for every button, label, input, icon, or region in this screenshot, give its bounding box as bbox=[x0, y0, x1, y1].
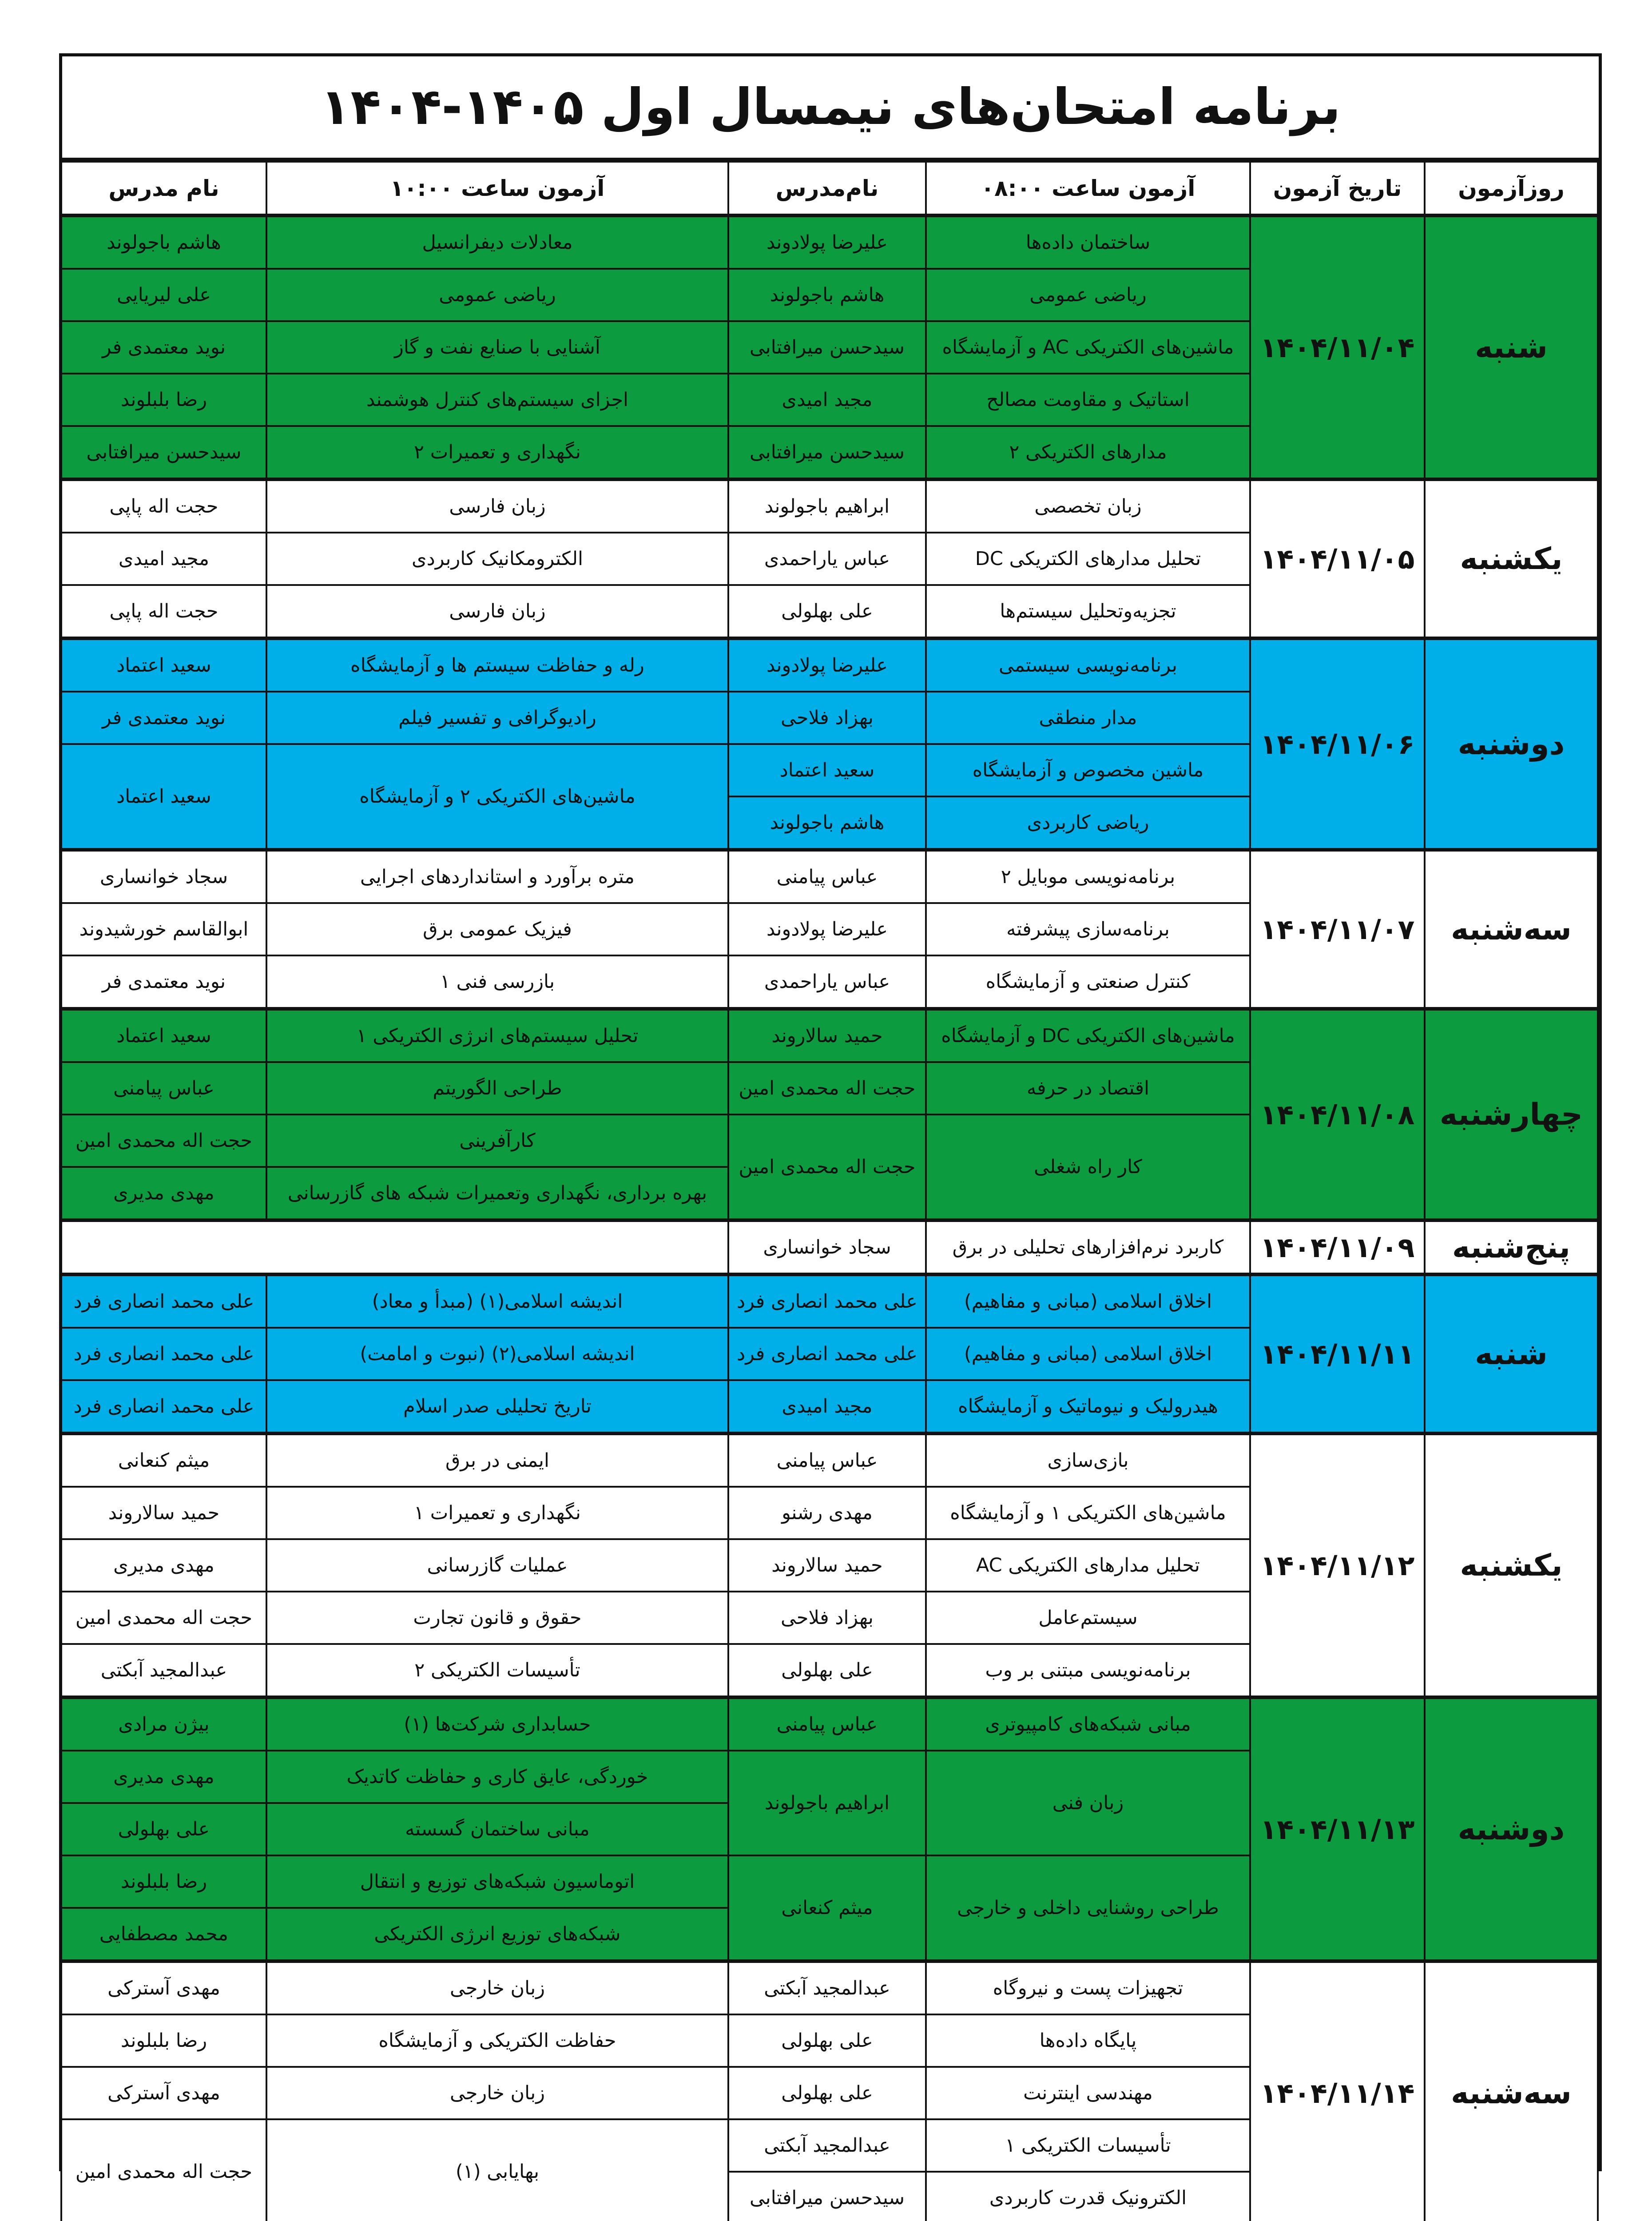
slot2-subject-cell: ریاضی عمومی bbox=[266, 269, 728, 321]
slot2-subject-cell: حسابداری شرکت‌ها (۱) bbox=[266, 1697, 728, 1751]
exam-schedule-table-wrap bbox=[62, 161, 1599, 2221]
slot2-teacher-cell: علی محمد انصاری فرد bbox=[61, 1380, 266, 1433]
slot2-teacher-cell: میثم کنعانی bbox=[61, 1433, 266, 1487]
schedule-body bbox=[61, 215, 1598, 2221]
slot1-teacher-cell: عباس پیامنی bbox=[728, 850, 926, 903]
date-cell: ۱۴۰۴/۱۱/۰۸ bbox=[1250, 1009, 1425, 1220]
slot1-teacher-cell: ابراهیم باجولوند bbox=[728, 1751, 926, 1855]
slot1-subject-cell: مدار منطقی bbox=[926, 692, 1250, 744]
table-row bbox=[61, 1274, 1598, 1328]
slot1-subject-cell: کنترل صنعتی و آزمایشگاه bbox=[926, 955, 1250, 1009]
date-cell: ۱۴۰۴/۱۱/۰۵ bbox=[1250, 479, 1425, 638]
date-cell: ۱۴۰۴/۱۱/۰۴ bbox=[1250, 215, 1425, 479]
slot2-subject-cell: تحلیل سیستم‌های انرژی الکتریکی ۱ bbox=[266, 1009, 728, 1062]
day-cell: پنج‌شنبه bbox=[1425, 1220, 1598, 1274]
table-row bbox=[61, 1433, 1598, 1487]
day-cell: دوشنبه bbox=[1425, 1697, 1598, 1961]
empty-slot2-cell bbox=[61, 1220, 728, 1274]
slot2-subject-cell: خوردگی، عایق کاری و حفاظت کاتدیک bbox=[266, 1751, 728, 1803]
slot1-subject-cell: برنامه‌نویسی موبایل ۲ bbox=[926, 850, 1250, 903]
slot2-teacher-cell: مهدی آسترکی bbox=[61, 2067, 266, 2119]
slot1-teacher-cell: هاشم باجولوند bbox=[728, 796, 926, 850]
page-title: برنامه امتحان‌های نیمسال اول ۱۴۰۵-۱۴۰۴ bbox=[320, 78, 1341, 136]
slot2-subject-cell: تاریخ تحلیلی صدر اسلام bbox=[266, 1380, 728, 1433]
slot1-teacher-cell: علی بهلولی bbox=[728, 2067, 926, 2119]
slot1-teacher-cell: حجت اله محمدی امین bbox=[728, 1062, 926, 1114]
slot1-subject-cell: ساختمان داده‌ها bbox=[926, 215, 1250, 269]
slot2-subject-cell: آشنایی با صنایع نفت و گاز bbox=[266, 321, 728, 374]
slot2-teacher-cell: حجت اله پاپی bbox=[61, 479, 266, 533]
slot1-teacher-cell: علی بهلولی bbox=[728, 2014, 926, 2067]
slot2-subject-cell: رادیوگرافی و تفسیر فیلم bbox=[266, 692, 728, 744]
slot2-teacher-cell: عباس پیامنی bbox=[61, 1062, 266, 1114]
slot1-teacher-cell: عباس یاراحمدی bbox=[728, 955, 926, 1009]
slot2-teacher-cell: حمید سالاروند bbox=[61, 1487, 266, 1539]
slot1-subject-cell: کاربرد نرم‌افزارهای تحلیلی در برق bbox=[926, 1220, 1250, 1274]
header-day: روزآزمون bbox=[1425, 162, 1598, 215]
slot1-subject-cell: برنامه‌نویسی مبتنی بر وب bbox=[926, 1644, 1250, 1697]
slot2-subject-cell: نگهداری و تعمیرات ۲ bbox=[266, 426, 728, 479]
table-row bbox=[61, 479, 1598, 533]
slot1-teacher-cell: حمید سالاروند bbox=[728, 1009, 926, 1062]
slot1-teacher-cell: علی محمد انصاری فرد bbox=[728, 1328, 926, 1380]
slot1-teacher-cell: بهزاد فلاحی bbox=[728, 692, 926, 744]
slot1-subject-cell: هیدرولیک و نیوماتیک و آزمایشگاه bbox=[926, 1380, 1250, 1433]
slot2-subject-cell: زبان فارسی bbox=[266, 585, 728, 638]
slot1-subject-cell: ماشین‌های الکتریکی DC و آزمایشگاه bbox=[926, 1009, 1250, 1062]
slot2-teacher-cell: مهدی مدیری bbox=[61, 1751, 266, 1803]
slot1-teacher-cell: عباس پیامنی bbox=[728, 1433, 926, 1487]
title-bar bbox=[62, 56, 1599, 161]
header-slot1-subject: آزمون ساعت ۰۸:۰۰ bbox=[926, 162, 1250, 215]
slot1-subject-cell: برنامه‌نویسی سیستمی bbox=[926, 638, 1250, 692]
day-cell: شنبه bbox=[1425, 1274, 1598, 1433]
slot2-teacher-cell: حجت اله پاپی bbox=[61, 585, 266, 638]
slot1-teacher-cell: حجت اله محمدی امین bbox=[728, 1114, 926, 1220]
slot2-teacher-cell: سعید اعتماد bbox=[61, 638, 266, 692]
slot1-subject-cell: اخلاق اسلامی (مبانی و مفاهیم) bbox=[926, 1274, 1250, 1328]
slot1-subject-cell: مهندسی اینترنت bbox=[926, 2067, 1250, 2119]
schedule-frame bbox=[59, 53, 1602, 2209]
slot2-subject-cell: رله و حفاظت سیستم ها و آزمایشگاه bbox=[266, 638, 728, 692]
day-cell: سه‌شنبه bbox=[1425, 850, 1598, 1009]
slot2-teacher-cell: سجاد خوانساری bbox=[61, 850, 266, 903]
slot2-teacher-cell: محمد مصطفایی bbox=[61, 1908, 266, 1961]
slot1-teacher-cell: هاشم باجولوند bbox=[728, 269, 926, 321]
slot1-subject-cell: ماشین‌های الکتریکی AC و آزمایشگاه bbox=[926, 321, 1250, 374]
slot1-teacher-cell: علی محمد انصاری فرد bbox=[728, 1274, 926, 1328]
slot1-subject-cell: زبان تخصصی bbox=[926, 479, 1250, 533]
slot1-teacher-cell: مهدی رشنو bbox=[728, 1487, 926, 1539]
slot1-subject-cell: سیستم‌عامل bbox=[926, 1592, 1250, 1644]
slot1-subject-cell: استاتیک و مقاومت مصالح bbox=[926, 374, 1250, 426]
slot1-teacher-cell: علی بهلولی bbox=[728, 585, 926, 638]
slot1-teacher-cell: عبدالمجید آبکتی bbox=[728, 1961, 926, 2014]
slot1-teacher-cell: حمید سالاروند bbox=[728, 1539, 926, 1592]
slot2-teacher-cell: علی محمد انصاری فرد bbox=[61, 1328, 266, 1380]
header-slot1-teacher: نام‌مدرس bbox=[728, 162, 926, 215]
slot1-teacher-cell: سعید اعتماد bbox=[728, 744, 926, 796]
slot1-subject-cell: مبانی شبکه‌های کامپیوتری bbox=[926, 1697, 1250, 1751]
table-row bbox=[61, 1697, 1598, 1751]
slot1-teacher-cell: سیدحسن میرافتابی bbox=[728, 2172, 926, 2221]
slot2-subject-cell: بهره برداری، نگهداری وتعمیرات شبکه های گازرسانی bbox=[266, 1167, 728, 1220]
slot2-teacher-cell: مهدی مدیری bbox=[61, 1167, 266, 1220]
slot2-subject-cell: مبانی ساختمان گسسته bbox=[266, 1803, 728, 1855]
date-cell: ۱۴۰۴/۱۱/۱۱ bbox=[1250, 1274, 1425, 1433]
slot1-teacher-cell: عبدالمجید آبکتی bbox=[728, 2119, 926, 2172]
slot2-teacher-cell: مهدی مدیری bbox=[61, 1539, 266, 1592]
slot1-subject-cell: ریاضی کاربردی bbox=[926, 796, 1250, 850]
table-row bbox=[61, 638, 1598, 692]
slot1-teacher-cell: علیرضا پولادوند bbox=[728, 638, 926, 692]
day-cell: یکشنبه bbox=[1425, 479, 1598, 638]
header-slot2-subject: آزمون ساعت ۱۰:۰۰ bbox=[266, 162, 728, 215]
day-cell: چهارشنبه bbox=[1425, 1009, 1598, 1220]
slot1-teacher-cell: مجید امیدی bbox=[728, 374, 926, 426]
slot1-subject-cell: مدارهای الکتریکی ۲ bbox=[926, 426, 1250, 479]
slot1-subject-cell: بازی‌سازی bbox=[926, 1433, 1250, 1487]
slot1-teacher-cell: عباس یاراحمدی bbox=[728, 533, 926, 585]
slot2-teacher-cell: رضا بلبلوند bbox=[61, 2014, 266, 2067]
slot2-teacher-cell: سیدحسن میرافتابی bbox=[61, 426, 266, 479]
slot1-subject-cell: اخلاق اسلامی (مبانی و مفاهیم) bbox=[926, 1328, 1250, 1380]
slot2-subject-cell: فیزیک عمومی برق bbox=[266, 903, 728, 955]
slot2-subject-cell: بهایابی (۱) bbox=[266, 2119, 728, 2221]
slot1-teacher-cell: سجاد خوانساری bbox=[728, 1220, 926, 1274]
exam-schedule-table bbox=[60, 161, 1599, 2221]
slot2-subject-cell: اجزای سیستم‌های کنترل هوشمند bbox=[266, 374, 728, 426]
date-cell: ۱۴۰۴/۱۱/۰۹ bbox=[1250, 1220, 1425, 1274]
slot2-teacher-cell: بیژن مرادی bbox=[61, 1697, 266, 1751]
slot1-subject-cell: تحلیل مدارهای الکتریکی AC bbox=[926, 1539, 1250, 1592]
slot1-subject-cell: اقتصاد در حرفه bbox=[926, 1062, 1250, 1114]
slot1-subject-cell: الکترونیک قدرت کاربردی bbox=[926, 2172, 1250, 2221]
slot1-teacher-cell: سیدحسن میرافتابی bbox=[728, 426, 926, 479]
slot2-teacher-cell: نوید معتمدی فر bbox=[61, 321, 266, 374]
slot2-teacher-cell: نوید معتمدی فر bbox=[61, 692, 266, 744]
slot2-subject-cell: اندیشه اسلامی(۲) (نبوت و امامت) bbox=[266, 1328, 728, 1380]
slot2-teacher-cell: سعید اعتماد bbox=[61, 744, 266, 850]
header-slot2-teacher: نام مدرس bbox=[61, 162, 266, 215]
slot2-teacher-cell: ابوالقاسم خورشیدوند bbox=[61, 903, 266, 955]
day-cell: دوشنبه bbox=[1425, 638, 1598, 850]
slot2-subject-cell: زبان فارسی bbox=[266, 479, 728, 533]
table-row bbox=[61, 1220, 1598, 1274]
slot2-subject-cell: اتوماسیون شبکه‌های توزیع و انتقال bbox=[266, 1855, 728, 1908]
slot2-teacher-cell: حجت اله محمدی امین bbox=[61, 2119, 266, 2221]
slot2-teacher-cell: مهدی آسترکی bbox=[61, 1961, 266, 2014]
slot1-subject-cell: ماشین مخصوص و آزمایشگاه bbox=[926, 744, 1250, 796]
slot2-subject-cell: اندیشه اسلامی(۱) (مبدأ و معاد) bbox=[266, 1274, 728, 1328]
slot2-subject-cell: نگهداری و تعمیرات ۱ bbox=[266, 1487, 728, 1539]
slot1-subject-cell: زبان فنی bbox=[926, 1751, 1250, 1855]
slot2-subject-cell: متره برآورد و استانداردهای اجرایی bbox=[266, 850, 728, 903]
slot2-teacher-cell: سعید اعتماد bbox=[61, 1009, 266, 1062]
slot2-teacher-cell: عبدالمجید آبکتی bbox=[61, 1644, 266, 1697]
slot1-teacher-cell: بهزاد فلاحی bbox=[728, 1592, 926, 1644]
slot2-subject-cell: زبان خارجی bbox=[266, 1961, 728, 2014]
slot1-subject-cell: تجزیه‌وتحلیل سیستم‌ها bbox=[926, 585, 1250, 638]
slot2-subject-cell: معادلات دیفرانسیل bbox=[266, 215, 728, 269]
slot1-subject-cell: ماشین‌های الکتریکی ۱ و آزمایشگاه bbox=[926, 1487, 1250, 1539]
slot2-teacher-cell: علی لیریایی bbox=[61, 269, 266, 321]
slot1-teacher-cell: مجید امیدی bbox=[728, 1380, 926, 1433]
slot2-subject-cell: شبکه‌های توزیع انرژی الکتریکی bbox=[266, 1908, 728, 1961]
slot1-subject-cell: کار راه شغلی bbox=[926, 1114, 1250, 1220]
slot2-teacher-cell: رضا بلبلوند bbox=[61, 1855, 266, 1908]
table-row bbox=[61, 1961, 1598, 2014]
slot2-teacher-cell: علی بهلولی bbox=[61, 1803, 266, 1855]
day-cell: سه‌شنبه bbox=[1425, 1961, 1598, 2221]
slot2-subject-cell: حقوق و قانون تجارت bbox=[266, 1592, 728, 1644]
slot2-subject-cell: ماشین‌های الکتریکی ۲ و آزمایشگاه bbox=[266, 744, 728, 850]
date-cell: ۱۴۰۴/۱۱/۰۶ bbox=[1250, 638, 1425, 850]
slot1-teacher-cell: علیرضا پولادوند bbox=[728, 903, 926, 955]
slot1-teacher-cell: ابراهیم باجولوند bbox=[728, 479, 926, 533]
slot2-subject-cell: زبان خارجی bbox=[266, 2067, 728, 2119]
table-row bbox=[61, 215, 1598, 269]
slot1-subject-cell: تحلیل مدارهای الکتریکی DC bbox=[926, 533, 1250, 585]
slot2-teacher-cell: مجید امیدی bbox=[61, 533, 266, 585]
table-row bbox=[61, 850, 1598, 903]
date-cell: ۱۴۰۴/۱۱/۰۷ bbox=[1250, 850, 1425, 1009]
header-row bbox=[61, 162, 1598, 215]
day-cell: شنبه bbox=[1425, 215, 1598, 479]
slot2-subject-cell: بازرسی فنی ۱ bbox=[266, 955, 728, 1009]
slot1-teacher-cell: علی بهلولی bbox=[728, 1644, 926, 1697]
slot1-subject-cell: پایگاه داده‌ها bbox=[926, 2014, 1250, 2067]
slot2-subject-cell: حفاظت الکتریکی و آزمایشگاه bbox=[266, 2014, 728, 2067]
slot1-teacher-cell: سیدحسن میرافتابی bbox=[728, 321, 926, 374]
slot2-teacher-cell: نوید معتمدی فر bbox=[61, 955, 266, 1009]
day-cell: یکشنبه bbox=[1425, 1433, 1598, 1697]
slot1-subject-cell: تجهیزات پست و نیروگاه bbox=[926, 1961, 1250, 2014]
slot2-subject-cell: تأسیسات الکتریکی ۲ bbox=[266, 1644, 728, 1697]
slot2-teacher-cell: حجت اله محمدی امین bbox=[61, 1592, 266, 1644]
slot2-teacher-cell: حجت اله محمدی امین bbox=[61, 1114, 266, 1167]
header-date: تاریخ آزمون bbox=[1250, 162, 1425, 215]
slot2-subject-cell: ایمنی در برق bbox=[266, 1433, 728, 1487]
slot1-teacher-cell: میثم کنعانی bbox=[728, 1855, 926, 1961]
slot2-teacher-cell: علی محمد انصاری فرد bbox=[61, 1274, 266, 1328]
slot2-subject-cell: طراحی الگوریتم bbox=[266, 1062, 728, 1114]
slot2-subject-cell: عملیات گازرسانی bbox=[266, 1539, 728, 1592]
slot1-subject-cell: تأسیسات الکتریکی ۱ bbox=[926, 2119, 1250, 2172]
slot1-teacher-cell: علیرضا پولادوند bbox=[728, 215, 926, 269]
date-cell: ۱۴۰۴/۱۱/۱۴ bbox=[1250, 1961, 1425, 2221]
date-cell: ۱۴۰۴/۱۱/۱۲ bbox=[1250, 1433, 1425, 1697]
slot2-subject-cell: الکترومکانیک کاربردی bbox=[266, 533, 728, 585]
slot1-subject-cell: ریاضی عمومی bbox=[926, 269, 1250, 321]
slot1-subject-cell: طراحی روشنایی داخلی و خارجی bbox=[926, 1855, 1250, 1961]
slot2-teacher-cell: رضا بلبلوند bbox=[61, 374, 266, 426]
slot2-teacher-cell: هاشم باجولوند bbox=[61, 215, 266, 269]
slot1-teacher-cell: عباس پیامنی bbox=[728, 1697, 926, 1751]
slot2-subject-cell: کارآفرینی bbox=[266, 1114, 728, 1167]
table-row bbox=[61, 1009, 1598, 1062]
slot1-subject-cell: برنامه‌سازی پیشرفته bbox=[926, 903, 1250, 955]
date-cell: ۱۴۰۴/۱۱/۱۳ bbox=[1250, 1697, 1425, 1961]
